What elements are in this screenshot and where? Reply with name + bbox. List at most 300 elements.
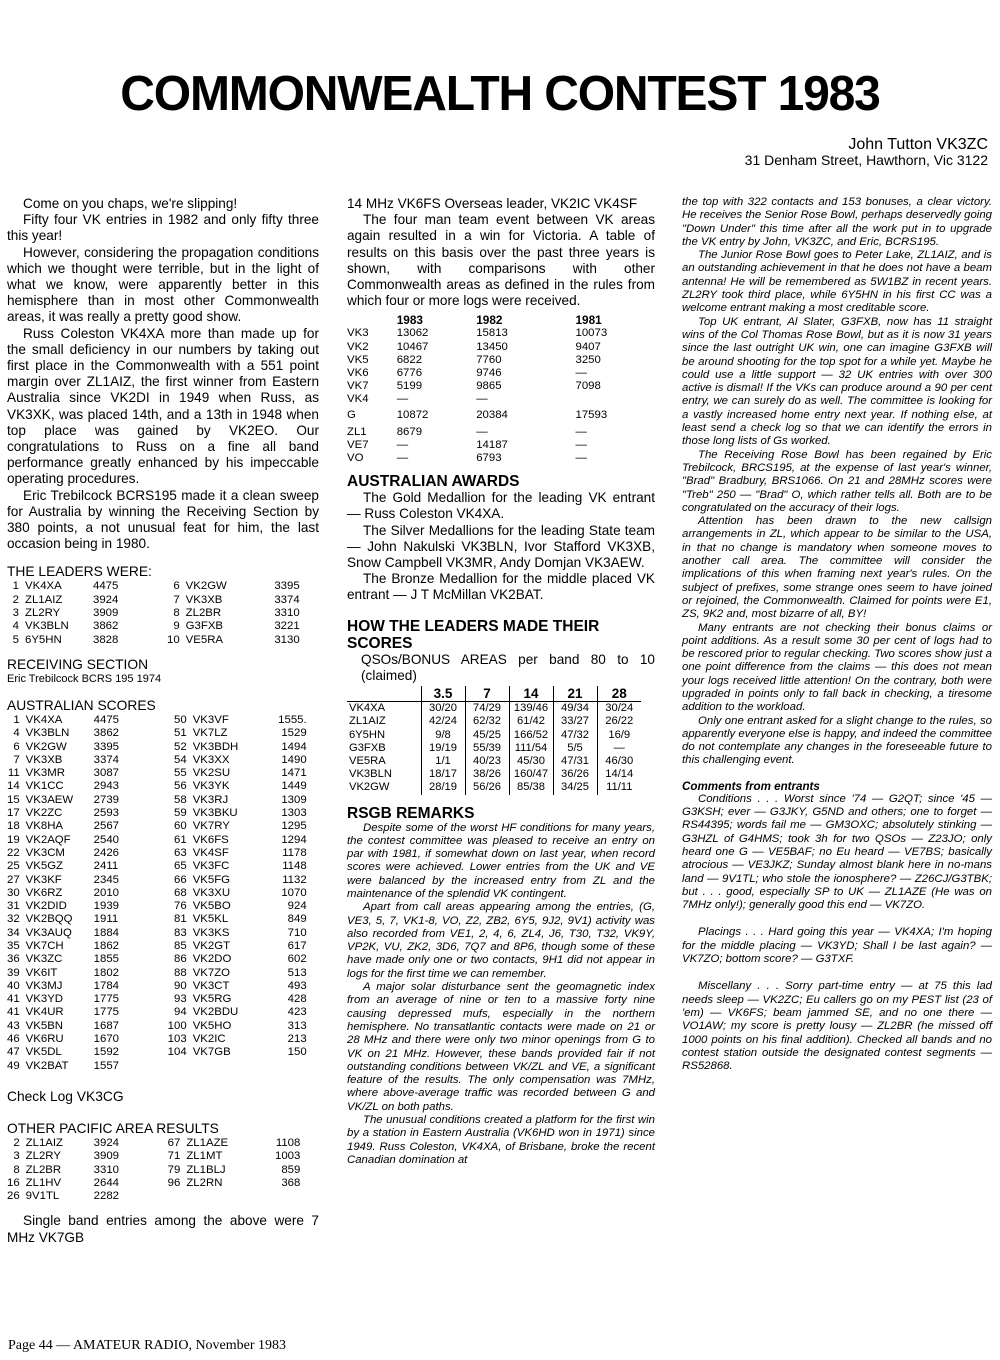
pacific-results-table bbox=[7, 1137, 300, 1203]
table-cell: 7098 bbox=[575, 379, 601, 392]
table-cell: VK4XA bbox=[349, 702, 386, 715]
table-cell: 63 bbox=[174, 846, 187, 859]
table-cell: 40/23 bbox=[465, 755, 509, 768]
table-cell: VK3RJ bbox=[192, 793, 229, 806]
award-paragraph: The Bronze Medallion for the middle placed VK entrant — J T McMillan VK2BAT. bbox=[347, 571, 655, 603]
table-cell: 5 bbox=[12, 633, 19, 646]
table-cell: 14/14 bbox=[597, 768, 641, 781]
table-cell: 5199 bbox=[396, 379, 423, 392]
table-header: 3.5 bbox=[421, 686, 465, 702]
table-cell: VK3BLN bbox=[25, 620, 69, 633]
table-cell: 1775 bbox=[93, 993, 120, 1006]
table-cell: VK4SF bbox=[192, 846, 229, 859]
rsgb-paragraphs bbox=[347, 822, 655, 1168]
table-cell: 6Y5HN bbox=[25, 633, 62, 646]
table-cell: VK8HA bbox=[25, 820, 64, 833]
table-cell: VK6RZ bbox=[25, 886, 63, 899]
table-cell: 46/30 bbox=[597, 755, 641, 768]
table-header bbox=[347, 686, 421, 702]
table-cell: 33/27 bbox=[553, 715, 597, 728]
table-cell: VK3BKU bbox=[192, 807, 238, 820]
table-cell: 1687 bbox=[93, 1019, 120, 1032]
table-cell: VE5RA bbox=[349, 754, 386, 767]
table-cell: 1 bbox=[12, 580, 19, 593]
table-cell: 1784 bbox=[93, 979, 120, 992]
table-cell: 368 bbox=[281, 1176, 301, 1189]
table-cell: 51 bbox=[174, 727, 187, 740]
table-cell: 150 bbox=[287, 1046, 307, 1059]
table-row bbox=[7, 980, 307, 993]
table-cell: ZL2RN bbox=[186, 1176, 223, 1189]
table-cell: VK2ZC bbox=[25, 807, 63, 820]
table-cell: VK7CH bbox=[25, 940, 64, 952]
table-cell: 166/52 bbox=[509, 729, 553, 742]
table-header-row bbox=[347, 313, 655, 327]
table-row bbox=[347, 426, 655, 439]
table-header: 1983 bbox=[396, 313, 423, 328]
table-row bbox=[7, 727, 307, 740]
table-cell bbox=[186, 1190, 248, 1203]
table-cell: 1 bbox=[13, 713, 20, 726]
awards-paragraphs bbox=[347, 490, 655, 603]
table-cell: 1802 bbox=[93, 966, 120, 979]
table-row bbox=[347, 367, 655, 380]
table-row bbox=[7, 1060, 307, 1073]
col3-paragraph: Only one entrant asked for a slight change to the rules, so apparently everyone else is happy, and indeed the committee do not contemplate any changes in the foreseeable future to this challenging event. bbox=[682, 714, 992, 767]
table-cell: VK3MR bbox=[25, 767, 65, 780]
table-cell: 71 bbox=[167, 1150, 181, 1163]
table-cell: 104 bbox=[167, 1046, 187, 1059]
table-cell: 56 bbox=[174, 780, 187, 793]
table-header: 7 bbox=[465, 686, 509, 702]
table-cell: 34 bbox=[7, 926, 20, 939]
table-row bbox=[347, 393, 655, 406]
table-row bbox=[7, 741, 307, 754]
table-cell: 5/5 bbox=[553, 742, 597, 755]
table-row bbox=[347, 406, 655, 426]
table-cell: 7 bbox=[13, 753, 20, 766]
table-cell: 7760 bbox=[476, 353, 502, 366]
table-cell: 61 bbox=[174, 833, 187, 846]
table-cell: 1939 bbox=[93, 900, 120, 913]
table-cell: 213 bbox=[287, 1033, 307, 1046]
table-row bbox=[7, 927, 307, 940]
table-cell: 79 bbox=[167, 1163, 181, 1176]
table-cell: 65 bbox=[174, 860, 187, 873]
table-cell: 76 bbox=[174, 900, 187, 913]
table-cell: — bbox=[575, 452, 587, 465]
table-cell: 3862 bbox=[93, 727, 120, 740]
table-cell: VK6FS bbox=[192, 833, 229, 846]
table-cell: VK2GT bbox=[192, 940, 231, 952]
table-cell: 1471 bbox=[281, 767, 307, 780]
table-cell: VK7RY bbox=[192, 820, 230, 833]
table-row bbox=[347, 452, 655, 465]
table-cell: 6793 bbox=[476, 452, 502, 465]
author-name: John Tutton VK3ZC bbox=[848, 136, 988, 153]
table-cell: 96 bbox=[167, 1176, 181, 1189]
single-band-entries: Single band entries among the above were 7 MHz VK7GB bbox=[7, 1213, 319, 1245]
rsgb-paragraph: A major solar disturbance sent the geomagnetic index from an average of nine or ten to a massive forty nine causing depressed mufs, especially in the northern hemisphere. No transatlantic contacts were made on 21 or 28 MHz and there were only two minor openings from G to VK on 21 MHz. However, these bands provided fair if not outstanding conditions between VK/ZL and VE, a significant feature of the results. The only compensation was 7MHz, where above-average traffic was recorded between G and VK/ZL on both paths. bbox=[347, 981, 655, 1113]
table-cell: 1494 bbox=[281, 740, 307, 753]
table-cell: 513 bbox=[287, 966, 307, 979]
author-address: 31 Denham Street, Hawthorn, Vic 3122 bbox=[744, 152, 988, 168]
table-cell: 1855 bbox=[93, 953, 120, 966]
table-cell: 100 bbox=[167, 1019, 187, 1032]
table-cell: 3374 bbox=[93, 753, 120, 766]
table-header-row bbox=[347, 686, 641, 702]
table-cell: 10 bbox=[167, 633, 180, 646]
table-cell: 22 bbox=[7, 846, 20, 859]
table-cell: 493 bbox=[287, 979, 307, 992]
col3-paragraph: The Junior Rose Bowl goes to Peter Lake, ZL1AIZ, and is an outstanding achievement in that he does not have a beam antenna! He will be remembered as 5W1BZ in recent years. ZL2RY took third place, while 6Y5HN in his first CC was a welcome entrant making a most creditable score. bbox=[682, 249, 992, 315]
table-cell: 1670 bbox=[93, 1033, 120, 1046]
table-cell: 1555. bbox=[278, 713, 307, 726]
comments-paragraphs bbox=[682, 793, 992, 1074]
table-cell: 68 bbox=[174, 886, 187, 899]
table-cell: VK3BLN bbox=[349, 768, 392, 781]
table-row bbox=[7, 940, 307, 953]
table-row bbox=[7, 900, 307, 913]
intro-paragraph: Fifty four VK entries in 1982 and only fifty three this year! bbox=[7, 212, 319, 244]
table-cell: — bbox=[575, 425, 587, 438]
comments-heading: Comments from entrants bbox=[682, 779, 820, 793]
table-cell: 81 bbox=[174, 913, 187, 926]
table-cell: G3FXB bbox=[185, 620, 224, 633]
table-cell: 46 bbox=[7, 1033, 20, 1046]
table-row bbox=[7, 1137, 300, 1150]
table-row bbox=[7, 820, 307, 833]
table-cell: 1003 bbox=[275, 1150, 301, 1163]
intro-paragraph: However, considering the propagation conditions which we thought were terrible, but in the light of what we know, were apparently better in this hemisphere than in most other Commonwealth areas, it was really a pretty good show. bbox=[7, 244, 319, 325]
table-cell: 62/32 bbox=[465, 715, 509, 728]
table-cell: 6 bbox=[173, 580, 180, 593]
table-cell: 6776 bbox=[396, 366, 423, 379]
table-cell: VE5RA bbox=[185, 633, 224, 646]
table-cell: 1294 bbox=[281, 833, 307, 846]
table-cell: VK3AUQ bbox=[25, 926, 72, 939]
table-cell: 28/19 bbox=[421, 781, 465, 794]
table-cell: VK3XX bbox=[192, 753, 230, 766]
table-cell: ZL2BR bbox=[25, 1163, 62, 1176]
table-cell: 2 bbox=[12, 593, 19, 606]
receiving-heading: RECEIVING SECTION bbox=[7, 656, 149, 672]
table-cell: 1309 bbox=[281, 793, 307, 806]
table-row bbox=[7, 580, 300, 593]
table-cell bbox=[154, 1060, 193, 1073]
page-footer: Page 44 — AMATEUR RADIO, November 1983 bbox=[8, 1338, 287, 1353]
table-cell: 8 bbox=[173, 607, 180, 620]
table-row bbox=[7, 620, 300, 633]
table-cell: 36/26 bbox=[553, 768, 597, 781]
table-cell: VK4 bbox=[347, 392, 369, 405]
table-cell: VK3XB bbox=[185, 593, 223, 606]
table-cell: 90 bbox=[174, 979, 187, 992]
table-cell: 26 bbox=[7, 1190, 20, 1203]
table-cell: 15 bbox=[7, 793, 20, 806]
table-cell: VK2 bbox=[347, 340, 369, 353]
table-cell: 19 bbox=[7, 833, 20, 846]
table-cell: 3909 bbox=[93, 1150, 120, 1163]
table-cell: — bbox=[396, 392, 409, 405]
column-2 bbox=[347, 196, 655, 1167]
table-cell: 9/8 bbox=[421, 729, 465, 742]
table-cell: VK7LZ bbox=[192, 727, 228, 740]
table-cell: 88 bbox=[174, 966, 187, 979]
table-cell: VK2GW bbox=[185, 580, 227, 593]
intro-paragraph: Come on you chaps, we're slipping! bbox=[23, 196, 238, 211]
table-cell: — bbox=[396, 439, 409, 452]
table-cell: VK5BO bbox=[192, 900, 231, 913]
table-cell: 10467 bbox=[396, 340, 429, 353]
col3-paragraph: Top UK entrant, Al Slater, G3FXB, now has 11 straight wins of the Col Thomas Rose Bowl, but as it is now 31 years since the last outright UK win, one can imagine G3FXB will be around shooting for the top spot for a while yet. Maybe he could use a little support — 32 UK entries with over 300 active is dismal! If the VKs can produce around a 90 per cent entry, we can surely do as well. The committee is looking for a vastly increased home entry next year. If nothing else, at least send a check log so that we can identify the errors in those long lists of Gs worked. bbox=[682, 315, 992, 448]
table-cell: VK6RU bbox=[25, 1033, 64, 1046]
table-cell: 1178 bbox=[282, 846, 307, 859]
table-cell: 55 bbox=[174, 767, 187, 780]
leaders-table bbox=[7, 580, 300, 646]
table-header bbox=[347, 313, 397, 327]
check-log: Check Log VK3CG bbox=[7, 1088, 124, 1104]
table-cell: VK4UR bbox=[25, 1006, 64, 1019]
table-cell: 60 bbox=[174, 820, 187, 833]
table-cell: 42/24 bbox=[421, 715, 465, 728]
table-row bbox=[7, 794, 307, 807]
table-cell: VK2IC bbox=[192, 1033, 226, 1046]
table-cell: 50 bbox=[174, 713, 187, 726]
table-header: 14 bbox=[509, 686, 553, 702]
rsgb-paragraph: Apart from call areas appearing among the entries, (G, VE3, 5, 7, VK1-8, VO, Z2, ZB2, 6Y5, 9J2, 9V1) activity was also recorded from VE1, 2, 4, 6, ZL4, J6, T30, T32, VK9Y, VP2K, VU, ZK2, 3D6, 7Q7 and 8P6, though some of these have made only one or two contacts, 9H1 did not appear in logs for the first time we can remember. bbox=[347, 901, 655, 980]
table-cell: 40 bbox=[7, 979, 20, 992]
table-cell: VK5HO bbox=[192, 1019, 232, 1032]
table-cell: VK5FG bbox=[192, 873, 231, 886]
table-row bbox=[347, 715, 641, 728]
table-row bbox=[7, 1033, 307, 1046]
table-row bbox=[7, 913, 307, 926]
table-cell: 3828 bbox=[93, 633, 119, 646]
rsgb-paragraph: The unusual conditions created a platform for the first win by a station in Eastern Australia (VK6HD won in 1971) since 1949. Russ Coleston, VK4XA, of Brisbane, broke the recent Canadian domination at bbox=[347, 1114, 655, 1166]
table-cell: 54 bbox=[174, 753, 187, 766]
table-cell: VK3BDH bbox=[192, 740, 239, 753]
table-cell: VK7GB bbox=[192, 1046, 231, 1059]
table-cell: 9 bbox=[173, 620, 180, 633]
table-cell: 67 bbox=[167, 1136, 181, 1149]
table-cell: 16 bbox=[7, 1176, 20, 1189]
table-cell: ZL1AZE bbox=[186, 1136, 229, 1149]
table-cell: VK5GZ bbox=[25, 860, 64, 873]
comment-paragraph: Placings . . . Hard going this year — VK4XA; I'm hoping for the middle placing — VK3YD; Shall I be last again? — VK7ZO; bottom score? — G3TXF. bbox=[682, 926, 992, 966]
table-cell: 1108 bbox=[275, 1136, 301, 1149]
table-cell: 1070 bbox=[281, 886, 307, 899]
table-cell: VK2BQQ bbox=[25, 913, 73, 926]
table-header: 21 bbox=[553, 686, 597, 702]
table-cell: 710 bbox=[287, 926, 307, 939]
table-cell: 35 bbox=[7, 940, 20, 952]
table-row bbox=[7, 1190, 300, 1203]
table-cell: ZL1 bbox=[347, 425, 367, 438]
table-cell: VK3BLN bbox=[25, 727, 70, 740]
table-cell: 52 bbox=[174, 740, 187, 753]
table-cell: 74/29 bbox=[465, 702, 509, 716]
table-cell: 111/54 bbox=[509, 742, 553, 755]
table-cell: VK4XA bbox=[25, 580, 62, 593]
table-cell: VK5 bbox=[347, 353, 369, 366]
table-cell: 313 bbox=[287, 1019, 307, 1032]
table-cell: 17593 bbox=[575, 409, 608, 422]
table-cell: 2426 bbox=[93, 846, 120, 859]
table-cell: 39 bbox=[7, 966, 20, 979]
table-cell: VK3KS bbox=[192, 926, 230, 939]
table-cell: VK3AEW bbox=[25, 793, 74, 806]
table-cell: VK3CT bbox=[192, 979, 230, 992]
table-cell: 18 bbox=[7, 820, 20, 833]
table-row bbox=[347, 702, 641, 716]
table-cell: 139/46 bbox=[509, 702, 553, 716]
rsgb-heading: RSGB REMARKS bbox=[347, 804, 475, 822]
table-cell: 1775 bbox=[93, 1006, 120, 1019]
team-comparison-table bbox=[347, 313, 655, 465]
table-cell: — bbox=[575, 439, 587, 452]
table-cell: VK3FC bbox=[192, 860, 230, 873]
table-cell: — bbox=[476, 425, 488, 438]
table-row bbox=[347, 341, 655, 354]
table-cell: 32 bbox=[7, 913, 20, 926]
table-cell: 160/47 bbox=[509, 768, 553, 781]
table-cell: 36 bbox=[7, 953, 20, 966]
col2-top-line: 14 MHz VK6FS Overseas leader, VK2IC VK4SF bbox=[347, 196, 638, 211]
table-row bbox=[7, 967, 307, 980]
table-cell: 49/34 bbox=[553, 702, 597, 716]
table-cell: VK3XU bbox=[192, 886, 231, 899]
table-cell: 1862 bbox=[93, 940, 120, 952]
column-3 bbox=[682, 196, 992, 1073]
table-row bbox=[7, 634, 300, 647]
table-cell: 41 bbox=[7, 1006, 20, 1019]
table-cell: 3250 bbox=[575, 353, 601, 366]
table-cell: VK3CM bbox=[25, 846, 65, 859]
table-cell: 19/19 bbox=[421, 742, 465, 755]
team-paragraph: The four man team event between VK areas again resulted in a win for Victoria. A table of results on this basis over the past three years is shown, with comparisons with other Commonwealth areas as defined in the rules from which four or more logs were received. bbox=[347, 212, 655, 309]
table-cell: 6822 bbox=[396, 353, 423, 366]
leaders-scores-subheading: QSOs/BONUS AREAS per band 80 to 10 (claimed) bbox=[361, 651, 655, 683]
table-cell: 56/26 bbox=[465, 781, 509, 794]
table-cell: 3395 bbox=[274, 580, 300, 593]
table-cell: 15813 bbox=[476, 327, 508, 340]
table-cell: 9865 bbox=[476, 379, 502, 392]
table-cell: 49 bbox=[7, 1059, 20, 1072]
table-cell bbox=[154, 1190, 187, 1203]
table-cell: 3310 bbox=[93, 1163, 120, 1176]
table-row bbox=[7, 993, 307, 1006]
table-cell: ZL1BLJ bbox=[186, 1163, 226, 1176]
comment-paragraph: Miscellany . . . Sorry part-time entry — at 75 this lad needs sleep — VK2ZC; Eu callers go on my PEST list (23 of 'em) — VK6FS; beam jammed SE, and no one there — VO1AW; my score is pretty lousy — ZL2BR (he missed off 1000 points on his final addition). Checked all bands and no contest station outside the designated contest segments — RS52868. bbox=[682, 980, 992, 1073]
column-1 bbox=[7, 196, 319, 1246]
table-cell: 2593 bbox=[93, 807, 120, 820]
table-cell: VK2BAT bbox=[25, 1059, 69, 1072]
table-cell: 11/11 bbox=[597, 781, 641, 794]
table-cell: 1490 bbox=[281, 753, 307, 766]
table-cell bbox=[575, 393, 655, 406]
table-cell: VK5BN bbox=[25, 1019, 64, 1032]
table-cell: ZL1AIZ bbox=[349, 715, 386, 728]
table-cell: ZL1AIZ bbox=[25, 593, 63, 606]
table-cell: 9746 bbox=[476, 366, 502, 379]
table-cell: 3 bbox=[12, 607, 19, 620]
table-cell: 14187 bbox=[476, 439, 508, 452]
table-cell: 10073 bbox=[575, 327, 608, 340]
table-cell: 3909 bbox=[93, 607, 119, 620]
table-cell: ZL2BR bbox=[185, 607, 222, 620]
award-paragraph: The Silver Medallions for the leading State team — John Nakulski VK3BLN, Ivor Stafford VK3XB, Snow Campbell VK3MR, Andy Domjan VK3AEW. bbox=[347, 522, 655, 571]
table-cell: 93 bbox=[174, 993, 187, 1006]
table-cell: 3395 bbox=[93, 740, 120, 753]
table-cell: 2739 bbox=[93, 793, 120, 806]
table-row bbox=[7, 834, 307, 847]
table-cell: 2644 bbox=[93, 1176, 120, 1189]
table-cell: 41 bbox=[7, 993, 20, 1006]
table-cell: VK2BDU bbox=[192, 1006, 239, 1019]
col3-paragraph: The Receiving Rose Bowl has been regained by Eric Trebilcock, BRCS195, at the expense of last year's winner, "Brad" Bradbury, BRS1066. On 21 and 28MHz scores were "Treb" 250 — "Brad" O, which rather tells all. Both are to be congratulated on the accuracy of their logs. bbox=[682, 448, 992, 514]
table-cell: ZL1HV bbox=[25, 1176, 62, 1189]
table-cell: VK3ZC bbox=[25, 953, 63, 966]
table-cell: VK3 bbox=[347, 327, 369, 340]
table-cell: 1557 bbox=[93, 1059, 120, 1072]
table-cell: 1529 bbox=[281, 727, 307, 740]
table-cell: VK3YK bbox=[192, 780, 230, 793]
table-cell: 2282 bbox=[93, 1190, 120, 1203]
table-cell: 423 bbox=[287, 1006, 307, 1019]
table-row bbox=[7, 754, 307, 767]
table-row bbox=[7, 807, 307, 820]
col3-paragraph: Attention has been drawn to the new callsign arrangements in ZL, which appear to be similar to the USA, in that no change is mandatory when someone moves to another call area. The committee will consider the implications of this when framing next year's rules. On the subject of prefixes, some strange ones seem to have joined or rejoined, the Commonwealth. Claimed for points were E1, ZS, 9K2 and, most bizarre of all, BY! bbox=[682, 515, 992, 621]
table-cell: 1911 bbox=[93, 913, 119, 926]
table-header: 28 bbox=[597, 686, 641, 702]
table-row bbox=[347, 354, 655, 367]
col3-paragraph: Many entrants are not checking their bonus claims or point additions. As a result some 30 per cent of logs had to be rescored prior to regular checking. Two scores show just a one point difference from the claims — this does not mean your logs received little attention! On the contrary, both were upgraded in points only to fall back in checking, a tiresome addition to the workload. bbox=[682, 621, 992, 714]
table-cell: — bbox=[476, 392, 488, 405]
table-row bbox=[347, 439, 655, 452]
table-cell: 1592 bbox=[93, 1046, 120, 1059]
table-cell: VK3VF bbox=[192, 713, 229, 726]
table-cell: 8 bbox=[13, 1163, 20, 1176]
table-row bbox=[7, 1177, 300, 1190]
table-cell: VK3XB bbox=[25, 753, 63, 766]
table-cell: 7 bbox=[173, 593, 180, 606]
table-cell: VK2SU bbox=[192, 767, 231, 780]
table-cell: 9V1TL bbox=[25, 1190, 60, 1203]
table-row bbox=[7, 860, 307, 873]
table-row bbox=[7, 847, 307, 860]
table-row bbox=[7, 607, 300, 620]
table-cell: 617 bbox=[287, 940, 307, 952]
table-cell: VK6 bbox=[347, 366, 369, 379]
table-cell: 3221 bbox=[274, 620, 300, 633]
table-cell: VK2GW bbox=[349, 781, 390, 794]
table-header: 1982 bbox=[476, 313, 503, 328]
table-cell: 4 bbox=[13, 727, 20, 740]
table-cell: 61/42 bbox=[509, 715, 553, 728]
table-cell: 85 bbox=[174, 940, 187, 952]
table-cell: VK4XA bbox=[25, 713, 63, 726]
table-row bbox=[347, 380, 655, 393]
table-cell: 14 bbox=[7, 780, 20, 793]
table-cell: 1132 bbox=[282, 873, 307, 886]
table-cell: 103 bbox=[167, 1033, 187, 1046]
table-cell: 4 bbox=[12, 620, 19, 633]
table-row bbox=[7, 1046, 307, 1059]
leaders-heading: THE LEADERS WERE: bbox=[7, 564, 152, 580]
table-cell: ZL1AIZ bbox=[25, 1136, 64, 1149]
table-cell: 45/25 bbox=[465, 729, 509, 742]
